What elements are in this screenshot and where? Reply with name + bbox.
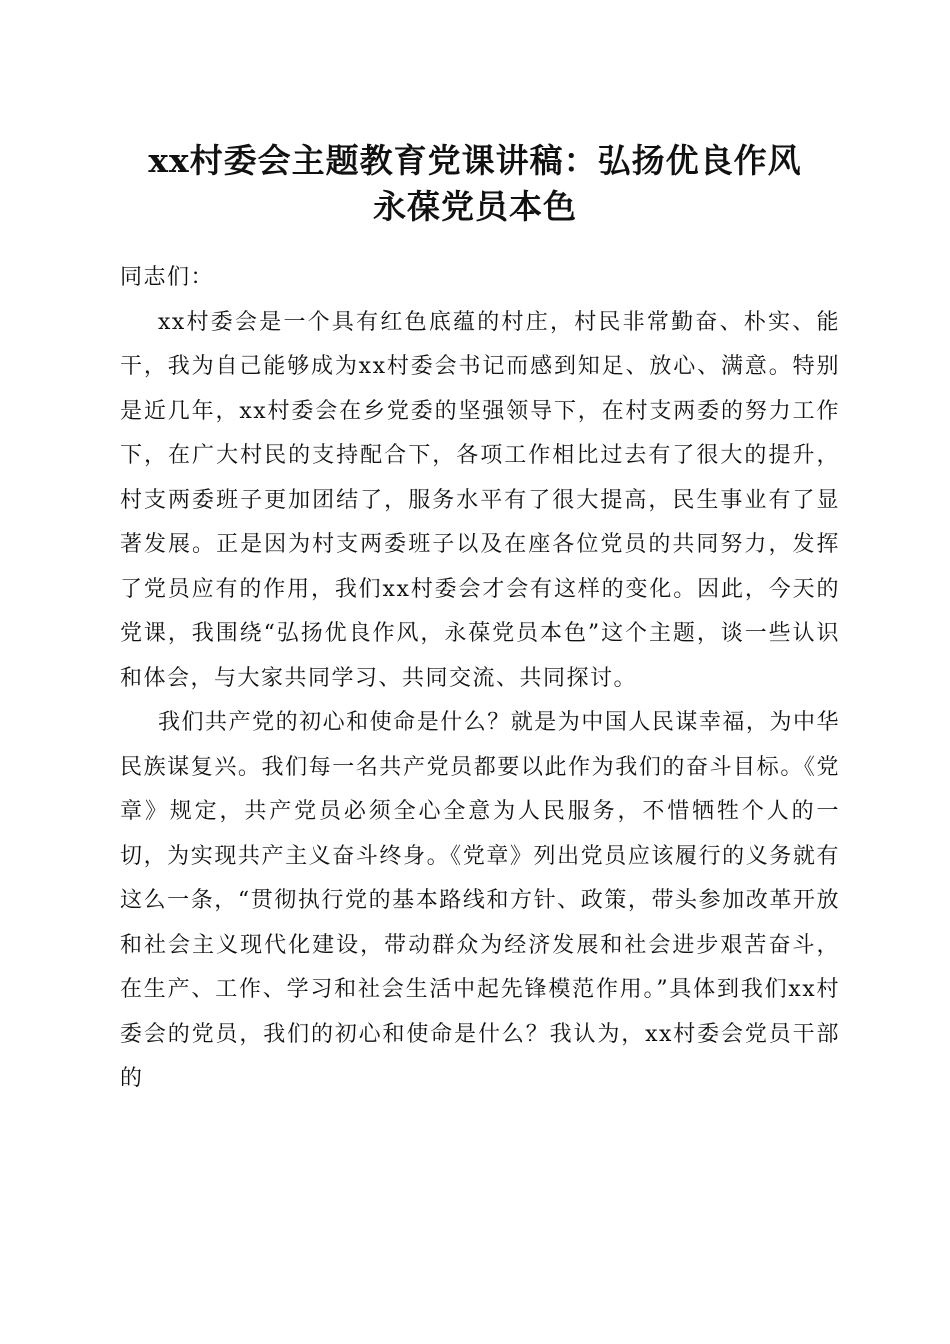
salutation: 同志们： [120, 265, 215, 290]
title-line-2: 永葆党员本色 [373, 187, 577, 226]
document-body [120, 256, 840, 1102]
paragraph-2: 我们共产党的初心和使命是什么？就是为中国人民谋幸福，为中华民族谋复兴。我们每一名共产党员都要以此作为我们的奋斗目标。《党章》规定，共产党员必须全心全意为人民服务，不惜牺牲个人的一切，为实现共产主义奋斗终身。《党章》列出党员应该履行的义务就有这么一条，“贯彻执行党的基本路线和方针、政策，带头参加改革开放和社会主义现代化建设，带动群众为经济发展和社会进步艰苦奋斗，在生产、工作、学习和社会生活中起先锋模范作用。”具体到我们xx村委会的党员，我们的初心和使命是什么？我认为，xx村委会党员干部的 [120, 710, 840, 1091]
document-title [100, 138, 850, 230]
title-line-1: xx村委会主题教育党课讲稿：弘扬优良作风 [148, 141, 802, 180]
paragraph-1: xx村委会是一个具有红色底蕴的村庄，村民非常勤奋、朴实、能干，我为自己能够成为xx村委会书记而感到知足、放心、满意。特别是近几年，xx村委会在乡党委的坚强领导下，在村支两委的努力工作下，在广大村民的支持配合下，各项工作相比过去有了很大的提升，村支两委班子更加团结了，服务水平有了很大提高，民生事业有了显著发展。正是因为村支两委班子以及在座各位党员的共同努力，发挥了党员应有的作用，我们xx村委会才会有这样的变化。因此，今天的党课，我围绕“弘扬优良作风，永葆党员本色”这个主题，谈一些认识和体会，与大家共同学习、共同交流、共同探讨。 [120, 309, 840, 691]
